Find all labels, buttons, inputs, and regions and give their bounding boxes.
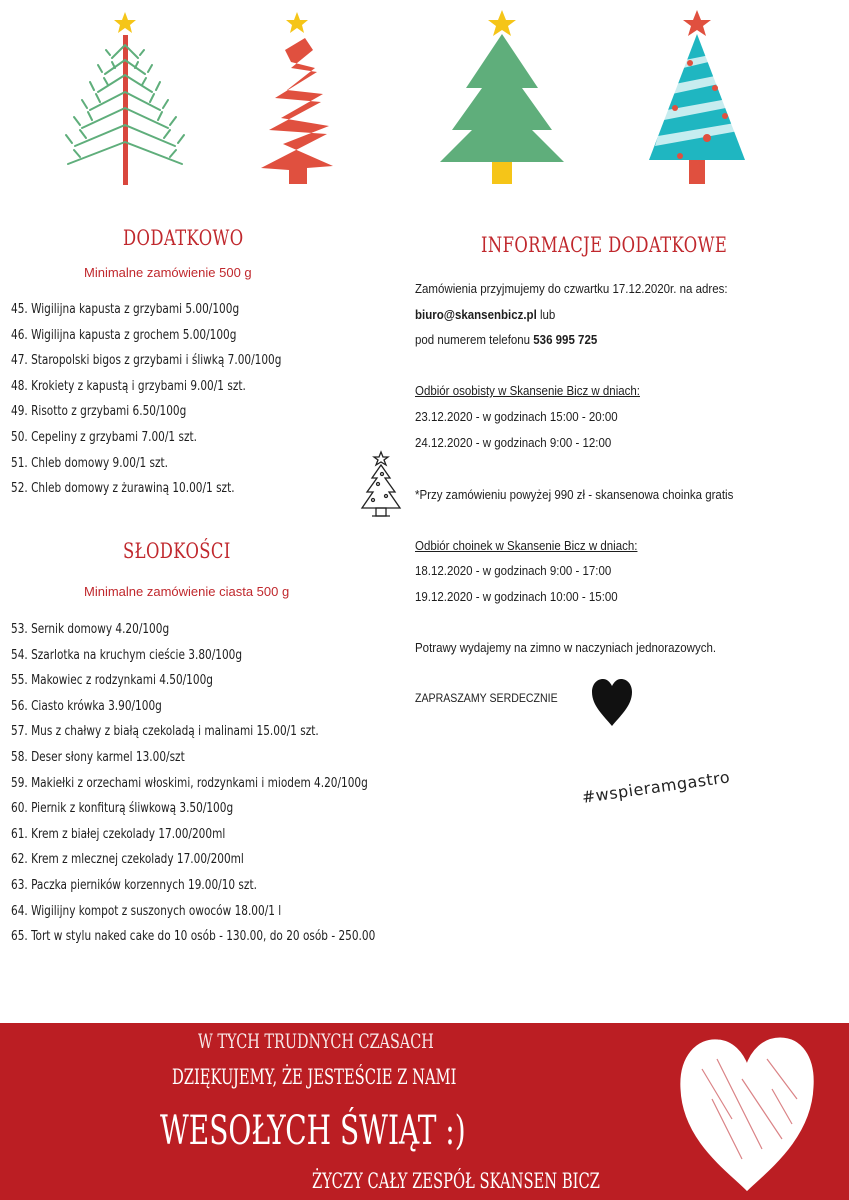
pickup-date-1: 23.12.2020 - w godzinach 15:00 - 20:00 xyxy=(415,410,618,424)
menu-item: 51. Chleb domowy 9.00/1 szt. xyxy=(11,455,169,471)
menu-list-dodatkowo xyxy=(11,297,311,502)
menu-item: 65. Tort w stylu naked cake do 10 osób - 130.00, do 20 osób - 250.00 xyxy=(11,929,376,945)
footer-banner xyxy=(0,1023,849,1200)
email-line xyxy=(415,308,555,322)
menu-item: 46. Wigilijna kapusta z grochem 5.00/100g xyxy=(11,327,237,343)
footer-line-1: W TYCH TRUDNYCH CZASACH xyxy=(198,1029,434,1053)
pickup-title: Odbiór osobisty w Skansenie Bicz w dniach: xyxy=(415,384,640,398)
menu-item: 55. Makowiec z rodzynkami 4.50/100g xyxy=(11,673,213,689)
menu-item: 48. Krokiety z kapustą i grzybami 9.00/1 szt. xyxy=(11,378,246,394)
menu-item: 60. Piernik z konfiturą śliwkową 3.50/100g xyxy=(11,801,234,817)
menu-list-slodkosci xyxy=(11,617,416,950)
menu-item: 58. Deser słony karmel 13.00/szt xyxy=(11,749,185,765)
invite-text: ZAPRASZAMY SERDECZNIE xyxy=(415,693,558,705)
menu-item: 45. Wigilijna kapusta z grzybami 5.00/100g xyxy=(11,302,240,317)
heart-icon xyxy=(590,678,634,728)
trees-pickup-title: Odbiór choinek w Skansenie Bicz w dniach: xyxy=(415,539,638,553)
pine-tree-icon xyxy=(440,8,565,188)
trees-date-2: 19.12.2020 - w godzinach 10:00 - 15:00 xyxy=(415,590,618,604)
zigzag-tree-icon xyxy=(255,10,340,190)
menu-item: 52. Chleb domowy z żurawiną 10.00/1 szt. xyxy=(11,481,235,497)
phone-line xyxy=(415,333,597,347)
section-title-slodkosci: SŁODKOŚCI xyxy=(123,539,231,563)
fir-tree-icon xyxy=(60,10,190,190)
menu-item: 64. Wigilijny kompot z suszonych owoców 18.00/1 l xyxy=(11,903,282,919)
section-title-informacje: INFORMACJE DODATKOWE xyxy=(481,233,728,257)
menu-item: 53. Sernik domowy 4.20/100g xyxy=(11,622,170,637)
teal-tree-icon xyxy=(645,8,750,188)
menu-item: 54. Szarlotka na kruchym cieście 3.80/100g xyxy=(11,647,243,663)
section-subtitle-slodkosci: Minimalne zamówienie ciasta 500 g xyxy=(84,584,290,599)
menu-item: 59. Makiełki z orzechami włoskimi, rodzynkami i miodem 4.20/100g xyxy=(11,775,368,791)
christmas-trees-banner xyxy=(0,0,849,195)
menu-item: 56. Ciasto krówka 3.90/100g xyxy=(11,698,162,714)
hashtag-text: #wspieramgastro xyxy=(580,767,732,807)
section-title-dodatkowo: DODATKOWO xyxy=(123,226,244,250)
phone-prefix: pod numerem telefonu xyxy=(415,333,534,347)
email-suffix: lub xyxy=(536,308,556,322)
serving-note: Potrawy wydajemy na zimno w naczyniach jednorazowych. xyxy=(415,641,717,655)
footer-line-4: ŻYCZY CAŁY ZESPÓŁ SKANSEN BICZ xyxy=(312,1169,600,1193)
orders-line: Zamówienia przyjmujemy do czwartku 17.12.2020r. na adres: xyxy=(415,282,728,296)
menu-item: 63. Paczka pierników korzennych 19.00/10 szt. xyxy=(11,877,257,893)
email-link[interactable]: biuro@skansenbicz.pl xyxy=(415,308,537,322)
menu-item: 49. Risotto z grzybami 6.50/100g xyxy=(11,404,187,420)
footer-line-2: DZIĘKUJEMY, ŻE JESTEŚCIE Z NAMI xyxy=(172,1065,457,1089)
trees-date-1: 18.12.2020 - w godzinach 9:00 - 17:00 xyxy=(415,564,612,578)
menu-item: 62. Krem z mlecznej czekolady 17.00/200ml xyxy=(11,852,244,868)
menu-item: 50. Cepeliny z grzybami 7.00/1 szt. xyxy=(11,429,197,445)
pickup-date-2: 24.12.2020 - w godzinach 9:00 - 12:00 xyxy=(415,436,612,450)
phone-number[interactable]: 536 995 725 xyxy=(533,333,598,347)
menu-item: 61. Krem z białej czekolady 17.00/200ml xyxy=(11,826,226,842)
menu-item: 57. Mus z chałwy z białą czekoladą i malinami 15.00/1 szt. xyxy=(11,724,319,740)
menu-item: 47. Staropolski bigos z grzybami i śliwką 7.00/100g xyxy=(11,353,282,369)
gift-note: *Przy zamówieniu powyżej 990 zł - skansenowa choinka gratis xyxy=(415,488,734,502)
section-subtitle-dodatkowo: Minimalne zamówienie 500 g xyxy=(84,265,252,280)
sketch-tree-icon xyxy=(356,448,406,526)
sketch-heart-icon xyxy=(672,1029,822,1197)
footer-line-3: WESOŁYCH ŚWIĄT :) xyxy=(160,1108,466,1154)
